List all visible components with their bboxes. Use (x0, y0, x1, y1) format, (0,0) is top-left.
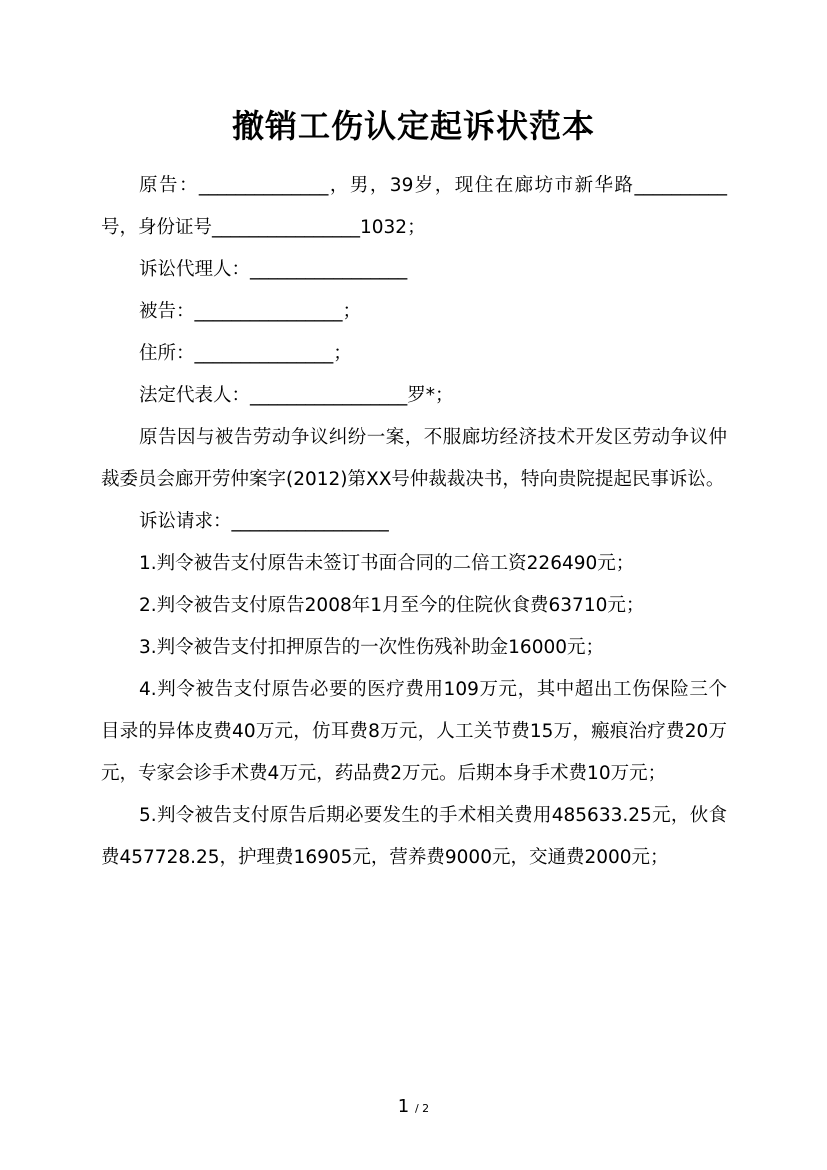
page-current: 1 (397, 1096, 410, 1117)
paragraph-claim-4: 4.判令被告支付原告必要的医疗费用109万元，其中超出工伤保险三个目录的异体皮费40万元，仿耳费8万元，人工关节费15万，瘢痕治疗费20万元，专家会诊手术费4万元，药品费2万元。后期本身手术费10万元； (101, 679, 727, 784)
page-total: / 2 (414, 1102, 430, 1115)
paragraph-defendant: 被告：________________； (139, 301, 362, 322)
paragraph-litigation-agent: 诉讼代理人：_________________ (139, 259, 408, 280)
document-title: 撤销工伤认定起诉状范本 (231, 107, 595, 145)
paragraph-claim-3: 3.判令被告支付扣押原告的一次性伤残补助金16000元； (139, 637, 605, 658)
paragraph-claim-2: 2.判令被告支付原告2008年1月至今的住院伙食费63710元； (139, 595, 645, 616)
page-number (0, 1092, 827, 1124)
paragraph-claim-1: 1.判令被告支付原告未签订书面合同的二倍工资226490元； (139, 553, 635, 574)
paragraph-claim-5: 5.判令被告支付原告后期必要发生的手术相关费用485633.25元，伙食费457728.25，护理费16905元，营养费9000元，交通费2000元； (101, 805, 727, 868)
paragraph-plaintiff: 原告：______________，男，39岁，现住在廊坊市新华路__________号，身份证号________________1032； (101, 175, 727, 238)
paragraph-claims-heading: 诉讼请求：_________________ (139, 511, 389, 532)
paragraph-legal-representative: 法定代表人：_________________罗*； (139, 385, 454, 406)
document-body (101, 165, 727, 879)
paragraph-case-statement: 原告因与被告劳动争议纠纷一案，不服廊坊经济技术开发区劳动争议仲裁委员会廊开劳仲案字(2012)第XX号仲裁裁决书，特向贵院提起民事诉讼。 (101, 427, 727, 490)
paragraph-address: 住所：_______________； (139, 343, 352, 364)
